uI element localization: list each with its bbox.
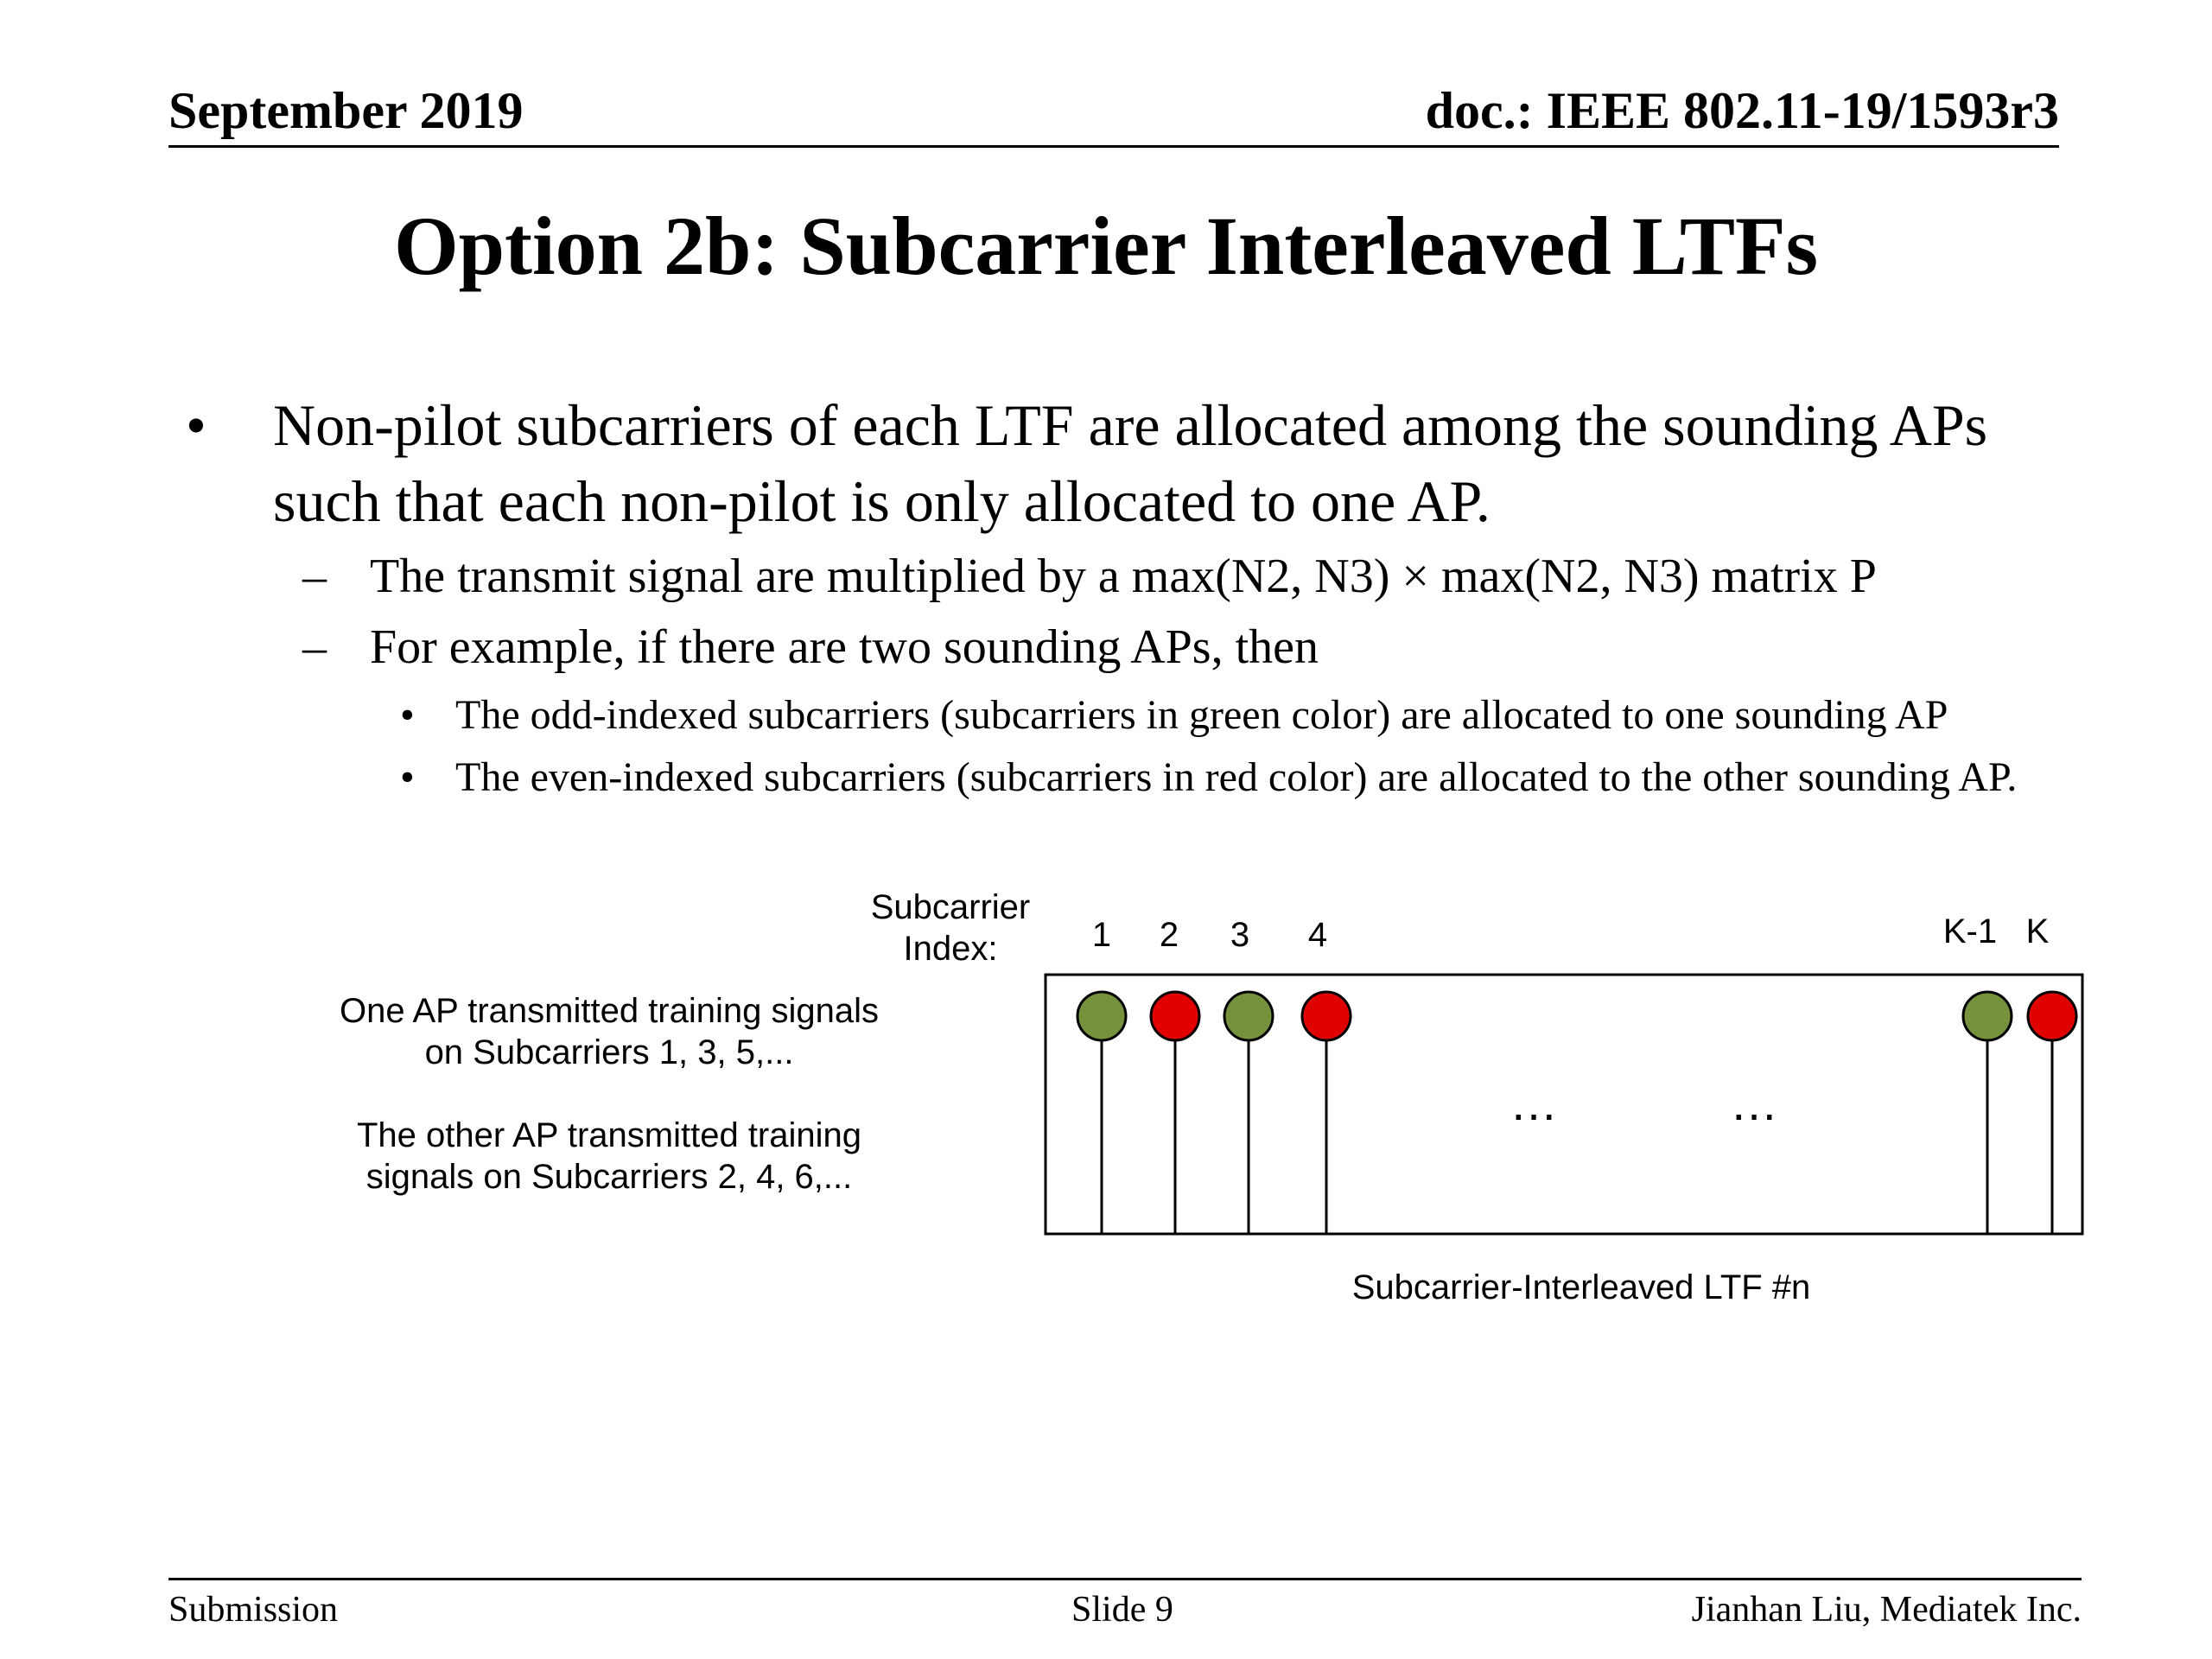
ltf-frame bbox=[1046, 975, 2082, 1234]
subcarrier-index-heading: Subcarrier Index: bbox=[870, 888, 1031, 968]
subcarrier-dot-k-minus-1 bbox=[1963, 992, 2012, 1040]
index-label-k-minus-1: K-1 bbox=[1942, 912, 1998, 950]
index-label-4: 4 bbox=[1307, 916, 1328, 954]
sub-bullet-matrix: The transmit signal are multiplied by a max(N2, N3) × max(N2, N3) matrix P bbox=[370, 550, 1877, 603]
bullet-main: Non-pilot subcarriers of each LTF are allocated among the sounding APs such that each non-pilot is only allocated to one AP. bbox=[273, 392, 1988, 534]
dash-marker: – bbox=[302, 620, 327, 674]
index-label-2: 2 bbox=[1159, 916, 1179, 954]
ellipsis-left: … bbox=[1510, 1076, 1558, 1130]
sub-sub-bullet-odd: The odd-indexed subcarriers (subcarriers in green color) are allocated to one sounding AP bbox=[455, 692, 1948, 738]
footer-divider bbox=[168, 1578, 2082, 1580]
subcarrier-dot-3 bbox=[1224, 992, 1273, 1040]
footer-slide-number: Slide 9 bbox=[1071, 1590, 1173, 1630]
subcarrier-dot-k bbox=[2028, 992, 2076, 1040]
dash-marker: – bbox=[302, 550, 327, 603]
index-label-k: K bbox=[2025, 912, 2050, 950]
other-ap-label: The other AP transmitted training signals on Subcarriers 2, 4, 6,... bbox=[356, 1116, 862, 1196]
index-label-1: 1 bbox=[1091, 916, 1112, 954]
sub-bullet-example: For example, if there are two sounding APs, then bbox=[370, 620, 1319, 674]
index-label-3: 3 bbox=[1230, 916, 1250, 954]
bullet-marker: • bbox=[400, 692, 415, 738]
header-doc-id: doc.: IEEE 802.11-19/1593r3 bbox=[1425, 82, 2059, 139]
bullet-marker: • bbox=[186, 392, 207, 458]
ltf-caption: Subcarrier-Interleaved LTF #n bbox=[1351, 1268, 1811, 1306]
ellipsis-right: … bbox=[1730, 1076, 1778, 1130]
footer-author: Jianhan Liu, Mediatek Inc. bbox=[1691, 1590, 2082, 1630]
subcarrier-dot-1 bbox=[1077, 992, 1126, 1040]
bullet-marker: • bbox=[400, 754, 415, 800]
header-date: September 2019 bbox=[168, 82, 524, 139]
subcarrier-dot-2 bbox=[1151, 992, 1199, 1040]
subcarrier-dot-4 bbox=[1302, 992, 1351, 1040]
sub-sub-bullet-even: The even-indexed subcarriers (subcarriers in red color) are allocated to the other sounding AP. bbox=[455, 754, 2018, 800]
one-ap-label: One AP transmitted training signals on Subcarriers 1, 3, 5,... bbox=[339, 992, 880, 1071]
footer-submission: Submission bbox=[168, 1590, 339, 1630]
slide-title: Option 2b: Subcarrier Interleaved LTFs bbox=[393, 200, 1819, 292]
